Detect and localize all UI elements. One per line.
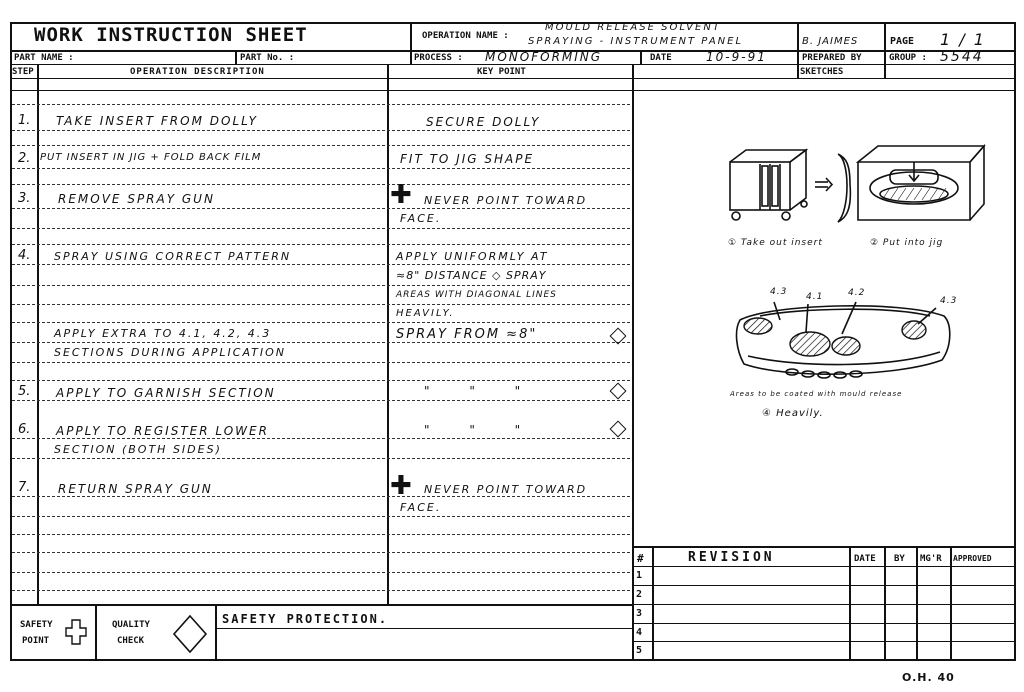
operation-text: SECTION (BOTH SIDES): [54, 443, 222, 456]
group-value: 5544: [940, 49, 984, 65]
safety-label-line1: SAFETY: [20, 620, 53, 630]
step-number: 1.: [18, 113, 31, 128]
key-point-text: " " ": [424, 384, 539, 398]
process-label: PROCESS :: [414, 53, 463, 63]
part-no-label: PART No. :: [240, 53, 295, 63]
key-point-text: FACE.: [400, 212, 442, 225]
col-key-point: KEY POINT: [477, 67, 526, 77]
quality-diamond-icon: [172, 614, 208, 654]
safety-protection-label: SAFETY PROTECTION.: [222, 612, 389, 626]
process-value: MONOFORMING: [485, 50, 603, 64]
operation-text: APPLY TO REGISTER LOWER: [56, 424, 269, 438]
safety-cross-icon: [64, 618, 88, 646]
key-point-text: SECURE DOLLY: [426, 115, 541, 129]
step-number: 4.: [18, 248, 31, 263]
operation-text: REMOVE SPRAY GUN: [58, 192, 215, 206]
step-number: 2.: [18, 151, 31, 166]
sheet-title: WORK INSTRUCTION SHEET: [34, 24, 308, 46]
quality-check-icon: [610, 383, 627, 400]
revision-row-number: 5: [636, 645, 643, 656]
revision-hash: #: [637, 552, 644, 565]
safety-label-line2: POINT: [22, 636, 50, 646]
step-number: 7.: [18, 480, 31, 495]
operation-text: APPLY TO GARNISH SECTION: [56, 386, 276, 400]
quality-check-icon: [610, 421, 627, 438]
key-point-text: FACE.: [400, 501, 442, 514]
area-label-4-3-right: 4.3: [940, 296, 958, 306]
operation-text: SPRAY USING CORRECT PATTERN: [54, 250, 292, 263]
revision-row-number: 4: [636, 627, 643, 638]
revision-row-number: 3: [636, 608, 643, 619]
operation-name-label: OPERATION NAME :: [422, 31, 509, 41]
step-number: 3.: [18, 191, 31, 206]
revision-mgr-header: MG'R: [920, 554, 942, 564]
part-name-label: PART NAME :: [14, 53, 74, 63]
quality-label-line2: CHECK: [117, 636, 145, 646]
revision-date-header: DATE: [854, 554, 876, 564]
operation-name-line1: MOULD RELEASE SOLVENT: [545, 22, 721, 33]
col-operation: OPERATION DESCRIPTION: [130, 67, 265, 77]
col-step: STEP: [12, 67, 34, 77]
operation-text: TAKE INSERT FROM DOLLY: [56, 114, 258, 128]
prepared-name: B. JAIMES: [802, 36, 859, 47]
caption-take-out: ① Take out insert: [728, 238, 823, 248]
operation-text: PUT INSERT IN JIG + FOLD BACK FILM: [40, 152, 262, 163]
areas-caption: Areas to be coated with mould release: [730, 390, 903, 398]
key-point-text: NEVER POINT TOWARD: [424, 483, 588, 496]
area-label-4-3-left: 4.3: [770, 287, 788, 297]
quality-label-line1: QUALITY: [112, 620, 150, 630]
area-label-4-1: 4.1: [806, 292, 824, 302]
revision-by-header: BY: [894, 554, 905, 564]
safety-point-icon: ✚: [390, 180, 412, 210]
key-point-text: HEAVILY.: [396, 308, 455, 319]
step-number: 6.: [18, 422, 31, 437]
col-sketches: SKETCHES: [800, 67, 844, 77]
key-point-text: SPRAY FROM ≈8": [396, 327, 538, 342]
insert-sketch: [700, 140, 1000, 250]
page-value: 1 / 1: [940, 30, 986, 49]
revision-row-number: 1: [636, 570, 643, 581]
key-point-text: " " ": [424, 423, 539, 437]
safety-point-icon: ✚: [390, 471, 412, 501]
instrument-panel-sketch: [730, 290, 960, 390]
operation-text: RETURN SPRAY GUN: [58, 482, 213, 496]
group-label: GROUP :: [889, 53, 927, 63]
caption-put-into: ② Put into jig: [870, 238, 944, 248]
operation-text: SECTIONS DURING APPLICATION: [54, 346, 287, 359]
area-label-4-2: 4.2: [848, 288, 866, 298]
key-point-text: APPLY UNIFORMLY AT: [396, 250, 549, 263]
revision-row-number: 2: [636, 589, 643, 600]
revision-approved-header: APPROVED: [953, 554, 992, 563]
key-point-text: FIT TO JIG SHAPE: [400, 152, 535, 166]
key-point-text: AREAS WITH DIAGONAL LINES: [396, 290, 557, 300]
date-label: DATE: [650, 53, 672, 63]
key-point-text: ≈8" DISTANCE ◇ SPRAY: [396, 269, 547, 282]
date-value: 10-9-91: [706, 50, 767, 64]
heavily-caption: ④ Heavily.: [762, 408, 824, 419]
key-point-text: NEVER POINT TOWARD: [424, 194, 588, 207]
operation-text: APPLY EXTRA TO 4.1, 4.2, 4.3: [54, 327, 272, 340]
document-code: O.H. 40: [902, 671, 955, 684]
step-number: 5.: [18, 384, 31, 399]
revision-title: REVISION: [688, 550, 775, 565]
prepared-by-label: PREPARED BY: [802, 53, 862, 63]
page-label: PAGE: [890, 36, 915, 47]
operation-name-line2: SPRAYING - INSTRUMENT PANEL: [528, 36, 744, 47]
